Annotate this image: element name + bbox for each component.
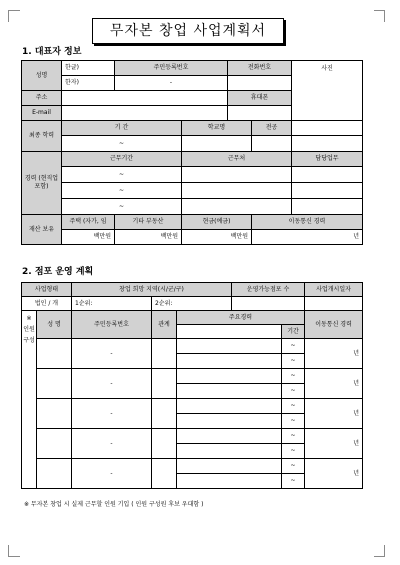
crop-mark — [384, 10, 385, 22]
career-period-field[interactable]: ~ — [62, 199, 182, 215]
staff-career-period[interactable]: ~ — [282, 354, 305, 369]
region-rank1[interactable]: 1순위: — [72, 297, 152, 311]
email-field[interactable] — [62, 106, 228, 121]
school-name-label: 학교명 — [182, 121, 252, 136]
staff-rrn-field[interactable]: - — [72, 399, 152, 429]
staff-relation-field[interactable] — [152, 459, 177, 489]
staff-name-field[interactable] — [37, 339, 72, 369]
crop-mark — [8, 10, 20, 11]
staff-career-field[interactable] — [177, 399, 282, 414]
asset-mobile-career-label: 이동통신 경력 — [252, 215, 363, 230]
blank-cell — [292, 136, 363, 152]
staff-rrn-field[interactable]: - — [72, 339, 152, 369]
staff-name-field[interactable] — [37, 399, 72, 429]
staff-name-field[interactable] — [37, 429, 72, 459]
staff-career-field[interactable] — [177, 354, 282, 369]
major-label: 전공 — [252, 121, 292, 136]
mobile-field[interactable] — [228, 106, 292, 121]
business-type-field[interactable]: 법인 / 개 — [22, 297, 72, 311]
staff-career-period[interactable]: ~ — [282, 414, 305, 429]
staff-mobile-career-field[interactable]: 년 — [305, 339, 363, 369]
staff-relation-field[interactable] — [152, 339, 177, 369]
address-field[interactable] — [62, 91, 228, 106]
hanja-label: 한자) — [62, 76, 115, 91]
asset-cash-label: 현금(예금) — [182, 215, 252, 230]
asset-other-field[interactable]: 백만원 — [115, 230, 182, 245]
staff-career-field[interactable] — [177, 339, 282, 354]
career-company-field[interactable] — [182, 183, 292, 199]
phone-field[interactable] — [228, 76, 292, 91]
business-type-label: 사업형태 — [22, 283, 72, 297]
main-career-label: 주요경력 — [177, 311, 305, 325]
blank-cell — [292, 121, 363, 136]
staff-mobile-career-field[interactable]: 년 — [305, 369, 363, 399]
staff-relation-field[interactable] — [152, 399, 177, 429]
store-count-label: 운영가능점포 수 — [232, 283, 305, 297]
staff-name-label: 성 명 — [37, 311, 72, 339]
staff-career-period[interactable]: ~ — [282, 384, 305, 399]
staff-career-period[interactable]: ~ — [282, 459, 305, 474]
staff-mobile-career-field[interactable]: 년 — [305, 459, 363, 489]
staff-name-field[interactable] — [37, 369, 72, 399]
mobile-label: 휴대폰 — [228, 91, 292, 106]
staff-career-period[interactable]: ~ — [282, 339, 305, 354]
store-plan-table — [21, 282, 363, 489]
career-label: 경력 (현직업 포함) — [22, 152, 62, 215]
start-date-field[interactable] — [305, 297, 363, 311]
crop-mark — [8, 10, 9, 22]
major-field[interactable] — [252, 136, 292, 152]
asset-other-label: 기타 부동산 — [115, 215, 182, 230]
asset-cash-field[interactable]: 백만원 — [182, 230, 252, 245]
staff-relation-field[interactable] — [152, 429, 177, 459]
career-company-label: 근무처 — [182, 152, 292, 167]
staff-relation-field[interactable] — [152, 369, 177, 399]
career-company-field[interactable] — [182, 167, 292, 183]
crop-mark — [8, 556, 20, 557]
section1-heading: 1. 대표자 정보 — [22, 47, 82, 57]
career-duty-field[interactable] — [292, 167, 363, 183]
footnote: ※ 무자본 창업 시 실제 근무할 인원 기입 ( 인원 구성원 후보 우대함 ) — [24, 501, 204, 508]
phone-label: 전화번호 — [228, 61, 292, 76]
staff-career-field[interactable] — [177, 474, 282, 489]
staff-rrn-field[interactable]: - — [72, 459, 152, 489]
staff-composition-label: ※ 인원구성 — [22, 311, 37, 489]
staff-mobile-career-field[interactable]: 년 — [305, 429, 363, 459]
staff-career-field[interactable] — [177, 429, 282, 444]
staff-mobile-career-field[interactable]: 년 — [305, 399, 363, 429]
staff-career-period[interactable]: ~ — [282, 369, 305, 384]
region-label: 창업 희망 지역(시/군/구) — [72, 283, 232, 297]
asset-mobile-career-field[interactable]: 년 — [252, 230, 363, 245]
staff-rrn-label: 주민등록번호 — [72, 311, 152, 339]
staff-career-period[interactable]: ~ — [282, 474, 305, 489]
assets-label: 재산 보유 — [22, 215, 62, 245]
career-company-field[interactable] — [182, 199, 292, 215]
staff-relation-label: 관계 — [152, 311, 177, 339]
staff-career-field[interactable] — [177, 414, 282, 429]
school-name-field[interactable] — [182, 136, 252, 152]
representative-info-table — [21, 60, 363, 245]
career-duty-field[interactable] — [292, 183, 363, 199]
photo-label: 사진 — [321, 65, 333, 72]
rrn-label: 주민등록번호 — [115, 61, 228, 76]
education-label: 최종 학력 — [22, 121, 62, 152]
career-period-label: 기간 — [282, 325, 305, 339]
staff-career-field[interactable] — [177, 369, 282, 384]
staff-rrn-field[interactable]: - — [72, 369, 152, 399]
asset-house-label: 주택 (자가, 임 — [62, 215, 115, 230]
career-duty-field[interactable] — [292, 199, 363, 215]
crop-mark — [374, 10, 385, 11]
career-duty-label: 담당업무 — [292, 152, 363, 167]
staff-rrn-field[interactable]: - — [72, 429, 152, 459]
staff-career-field[interactable] — [177, 444, 282, 459]
education-period-label: 기 간 — [62, 121, 182, 136]
education-period-field[interactable]: ~ — [62, 136, 182, 152]
staff-career-period[interactable]: ~ — [282, 429, 305, 444]
mobile-career-label: 이동통신 경력 — [305, 311, 363, 339]
career-period-field[interactable]: ~ — [62, 183, 182, 199]
rrn-field[interactable]: - — [115, 76, 228, 91]
career-desc-header — [177, 325, 282, 339]
staff-career-field[interactable] — [177, 459, 282, 474]
email-label: E-mail — [22, 106, 62, 121]
staff-career-period[interactable]: ~ — [282, 444, 305, 459]
crop-mark — [374, 556, 385, 557]
staff-career-period[interactable]: ~ — [282, 399, 305, 414]
document-title: 무자본 창업 사업계획서 — [92, 18, 284, 44]
start-date-label: 사업개시일자 — [305, 283, 363, 297]
hangul-label: 한글) — [62, 61, 115, 76]
section2-heading: 2. 점포 운영 계획 — [22, 267, 94, 277]
career-period-label: 근무기간 — [62, 152, 182, 167]
photo-area[interactable] — [292, 61, 363, 121]
staff-name-field[interactable] — [37, 459, 72, 489]
address-label: 주소 — [22, 91, 62, 106]
name-label: 성명 — [22, 61, 62, 91]
store-count-field[interactable] — [232, 297, 305, 311]
region-rank2[interactable]: 2순위: — [152, 297, 232, 311]
career-period-field[interactable]: ~ — [62, 167, 182, 183]
asset-house-field[interactable]: 백만원 — [62, 230, 115, 245]
staff-career-field[interactable] — [177, 384, 282, 399]
